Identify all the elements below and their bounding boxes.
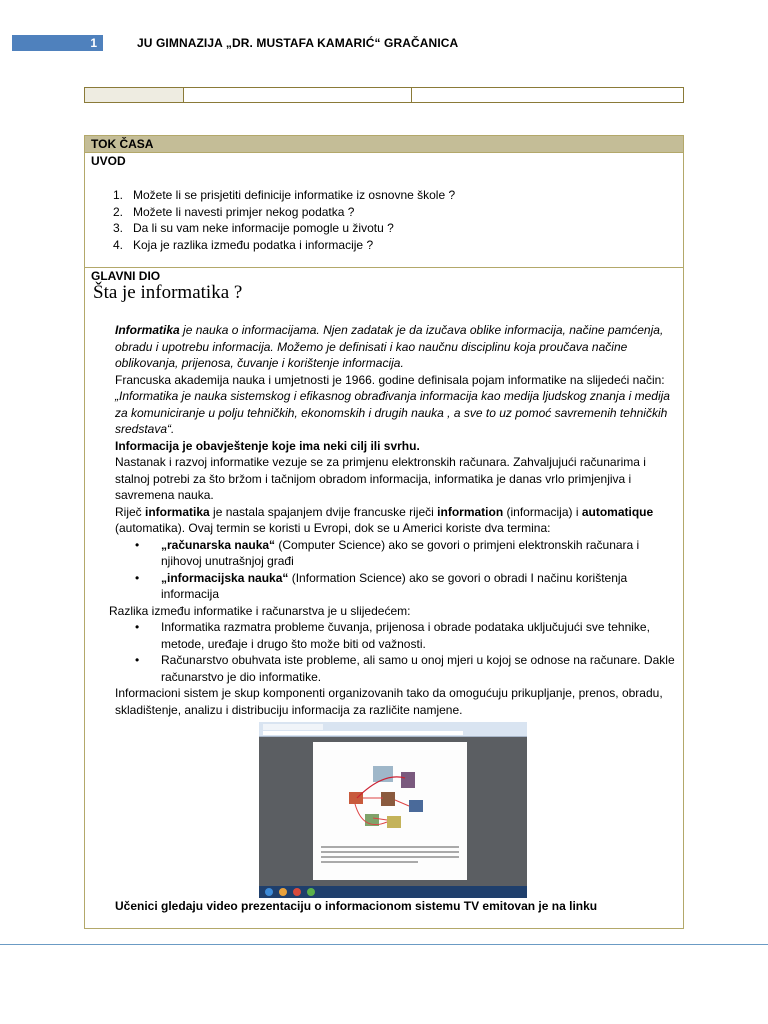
information-system-diagram [343, 762, 435, 842]
list-item: • Računarstvo obuhvata iste probleme, ali samo u onoj mjeri u kojoj se odnose na računare. Dakle računarstvo je dio informatike. [115, 652, 680, 685]
list-item: • „informacijska nauka“ (Information Science) ako se govori o obradi I načinu korištenja informacija [115, 570, 680, 603]
info-cell-3 [412, 88, 683, 102]
page-number: 1 [90, 36, 97, 50]
paragraph-razlika: Razlika između informatike i računarstva je u slijedećem: [109, 603, 411, 618]
info-table [84, 87, 684, 103]
page-number-box [12, 35, 103, 51]
paragraph-rijec: Riječ informatika je nastala spajanjem dvije francuske riječi information (informacija) i automatique (automatika). Ovaj termin se koristi u Evropi, dok se u Americi koriste dva termina: [115, 504, 654, 535]
paragraph-video: Učenici gledaju video prezentaciju o informacionom sistemu TV emitovan je na linku [115, 899, 598, 913]
terms-list [115, 537, 680, 603]
info-cell-2 [184, 88, 412, 102]
difference-list [115, 619, 680, 685]
tok-casa-header: TOK ČASA [85, 136, 683, 153]
list-item: 3. Da li su vam neke informacije pomogle u životu ? [113, 221, 394, 235]
browser-toolbar [259, 722, 527, 737]
paragraph-quote: „Informatika je nauka sistemskog i efikasnog obrađivanja informacija kao medija ljudskog znanja i medija za komuniciranje u polju tehničkih, ekonomskih i drugih nauka , a sve to uz pomoć savremenih tehničkih sredstava“. [115, 389, 670, 436]
list-item: 4. Koja je razlika između podatka i informacije ? [113, 237, 374, 252]
list-item: • Informatika razmatra probleme čuvanja, prijenosa i obrade podataka uključujući sve tehnike, metode, uređaje i drugo što može biti od važnosti. [115, 619, 680, 652]
body-text [109, 322, 680, 915]
glavni-title: GLAVNI DIO [91, 269, 161, 283]
uvod-section [85, 153, 683, 268]
document-preview [313, 742, 467, 880]
paragraph-definition: Informatika je nauka o informacijama. Njen zadatak je da izučava oblike informacija, načine pamćenja, obradu i upotrebu informacija. Možemo je definisati i kao naučnu disciplinu koja proučava načine oblikovanja, prijenosa, čuvanje i korištenje informacija. [115, 323, 664, 370]
footer-divider [0, 944, 768, 945]
paragraph-academy: Francuska akademija nauka i umjetnosti je 1966. godine definisala pojam informatike na slijedeći način: [115, 372, 665, 387]
taskbar [259, 886, 527, 898]
paragraph-informacioni-sistem: Informacioni sistem je skup komponenti organizovanih tako da omogućuju prikupljanje, prenos, obradu, skladištenje, analizu i distribuciju informacija za različite namjene. [115, 686, 663, 717]
list-item: • „računarska nauka“ (Computer Science) ako se govori o primjeni elektronskih računara i njihovoj unutrašnjoj građi [115, 537, 680, 570]
paragraph-informacija: Informacija je obavještenje koje ima neki cilj ili svrhu. [115, 438, 420, 453]
paragraph-nastanak: Nastanak i razvoj informatike vezuje se za primjenu elektronskih računara. Zahvaljujući računarima i stalnoj potrebi za što bržom i tačnijom obradom informacija, informatika je danas vrlo primjenjiva i savremena nauka. [115, 455, 646, 502]
uvod-title: UVOD [91, 154, 126, 168]
list-item: 1. Možete li se prisjetiti definicije informatike iz osnovne škole ? [113, 188, 456, 202]
info-cell-1 [85, 88, 184, 102]
school-header: JU GIMNAZIJA „DR. MUSTAFA KAMARIĆ“ GRAČANICA [137, 36, 459, 50]
list-item: 2. Možete li navesti primjer nekog podatka ? [113, 204, 355, 219]
page-heading: Šta je informatika ? [93, 282, 243, 303]
uvod-question-list [113, 187, 455, 253]
browser-screenshot-image [259, 722, 527, 898]
lesson-table [84, 135, 684, 929]
